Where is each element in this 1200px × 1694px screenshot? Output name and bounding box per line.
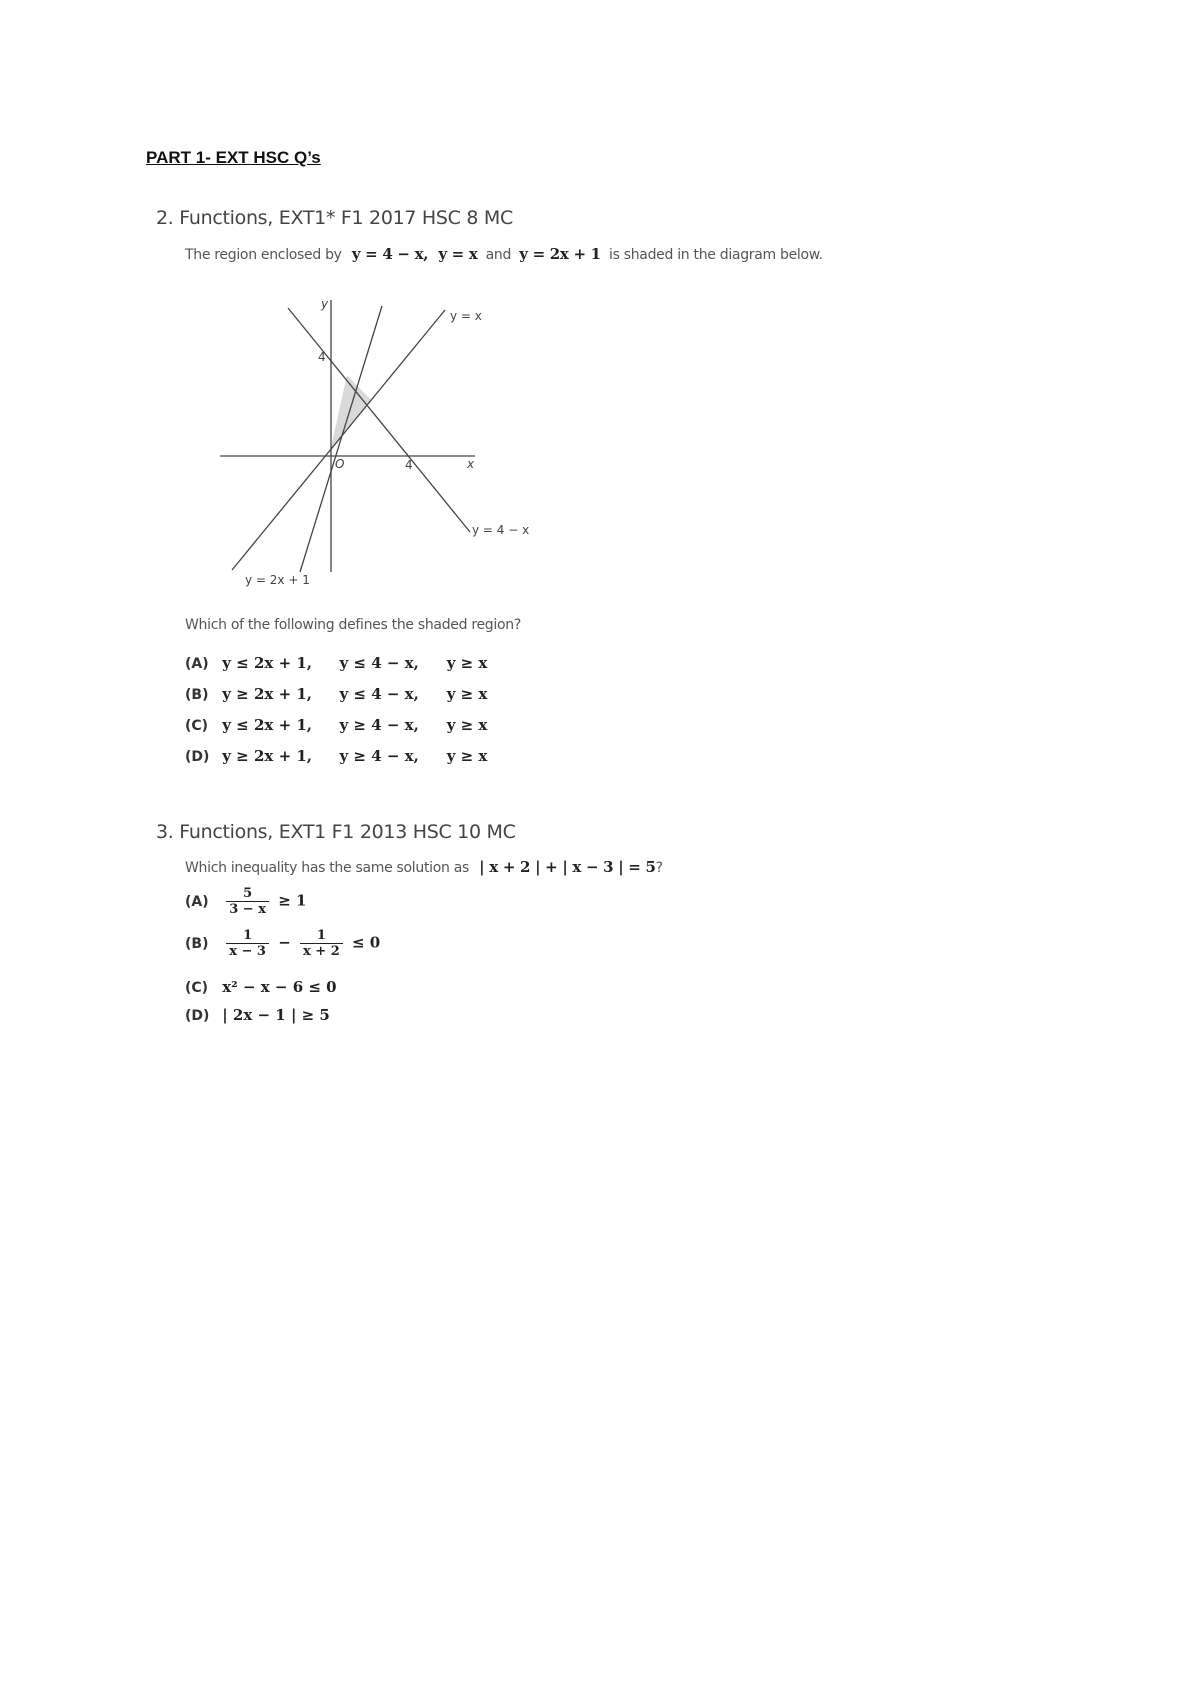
q3-stem-end: ? <box>655 860 663 876</box>
fraction-numerator: 1 <box>243 928 253 943</box>
q2-title: 2. Functions, EXT1* F1 2017 HSC 8 MC <box>156 207 513 229</box>
q3-option-a[interactable] <box>185 886 306 917</box>
option-part: y ≥ x <box>446 685 488 703</box>
line-y-2x-plus-1 <box>300 306 382 572</box>
x-intercept-4-label: 4 <box>405 458 413 472</box>
option-part: y ≤ 2x + 1, <box>222 654 313 672</box>
q3-option-b[interactable] <box>185 928 380 959</box>
option-part: y ≤ 4 − x, <box>339 654 419 672</box>
option-label: (A) <box>185 893 209 910</box>
option-part: y ≤ 2x + 1, <box>222 716 313 734</box>
option-part: y ≥ 2x + 1, <box>222 747 313 765</box>
fraction <box>226 928 269 959</box>
q3-option-d[interactable] <box>185 1006 330 1024</box>
q2-stem <box>185 245 823 263</box>
q2-stem-and: and <box>485 247 512 263</box>
label-y-4-minus-x: y = 4 − x <box>472 523 530 537</box>
fraction-denominator: x + 2 <box>300 943 343 959</box>
option-part: y ≥ 2x + 1, <box>222 685 313 703</box>
origin-label: O <box>335 457 345 471</box>
option-part: y ≥ x <box>446 716 488 734</box>
q3-stem <box>185 858 663 876</box>
x-axis-label: x <box>467 457 475 471</box>
q2-eq1: y = 4 − x, <box>351 245 429 263</box>
q2-option-b[interactable] <box>185 679 487 710</box>
fraction-denominator: x − 3 <box>226 943 269 959</box>
q2-eq2: y = x <box>438 245 478 263</box>
fraction-numerator: 1 <box>316 928 326 943</box>
q3-stem-text: Which inequality has the same solution as <box>185 860 470 876</box>
option-label: (D) <box>185 1008 210 1024</box>
option-part: y ≤ 4 − x, <box>339 685 419 703</box>
fraction-numerator: 5 <box>243 886 253 901</box>
q3-equation: | x + 2 | + | x − 3 | = 5 <box>479 858 656 876</box>
fraction-denominator: 3 − x <box>226 901 269 917</box>
q2-option-d[interactable] <box>185 741 487 772</box>
q2-option-c[interactable] <box>185 710 487 741</box>
option-part: y ≥ x <box>446 747 488 765</box>
option-part: y ≥ x <box>446 654 488 672</box>
q2-option-a[interactable] <box>185 648 487 679</box>
option-label: (C) <box>185 980 209 996</box>
option-rest: ≤ 0 <box>352 933 381 952</box>
q3-title: 3. Functions, EXT1 F1 2013 HSC 10 MC <box>156 821 516 843</box>
shaded-region <box>330 375 371 452</box>
line-y-4-minus-x <box>288 308 470 532</box>
option-label: (A) <box>185 656 209 672</box>
q2-options <box>185 648 487 772</box>
q2-stem-after: is shaded in the diagram below. <box>608 247 823 263</box>
q2-eq3: y = 2x + 1 <box>519 245 601 263</box>
option-expression: x² − x − 6 ≤ 0 <box>222 978 337 996</box>
fraction <box>226 886 269 917</box>
option-label: (B) <box>185 687 209 703</box>
option-part: y ≥ 4 − x, <box>339 747 419 765</box>
option-label: (B) <box>185 935 209 952</box>
q3-option-c[interactable] <box>185 978 337 996</box>
label-y-2x-plus-1: y = 2x + 1 <box>245 573 310 587</box>
page-heading: PART 1- EXT HSC Q’s <box>146 148 321 167</box>
q2-stem-before: The region enclosed by <box>185 247 342 263</box>
y-intercept-4-label: 4 <box>318 350 326 364</box>
option-rest: ≥ 1 <box>278 891 307 910</box>
q2-graph <box>200 290 560 595</box>
option-expression: | 2x − 1 | ≥ 5 <box>222 1006 330 1024</box>
option-label: (D) <box>185 749 210 765</box>
option-part: y ≥ 4 − x, <box>339 716 419 734</box>
fraction <box>300 928 343 959</box>
q2-question: Which of the following defines the shaded region? <box>185 617 521 633</box>
minus-sign: − <box>278 933 291 952</box>
y-axis-label: y <box>321 297 329 311</box>
option-label: (C) <box>185 718 209 734</box>
line-y-equals-x <box>232 310 445 570</box>
label-y-equals-x: y = x <box>450 309 482 323</box>
